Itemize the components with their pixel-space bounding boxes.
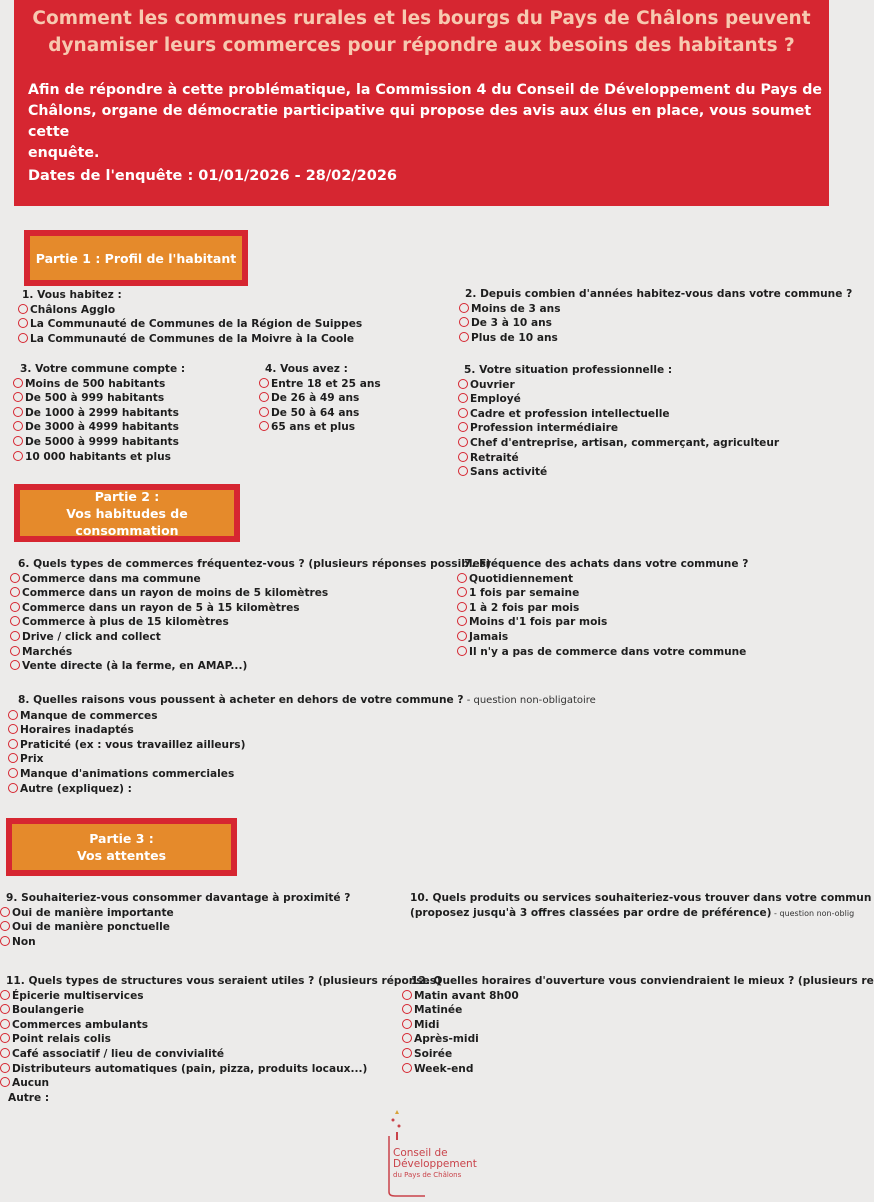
intro-line-2: Châlons, organe de démocratie participative qui propose des avis aux élus en place, vous soumet cette xyxy=(28,103,812,140)
question-11 xyxy=(0,974,441,1105)
survey-title xyxy=(14,5,829,59)
radio-icon[interactable] xyxy=(0,1033,10,1043)
q6-option[interactable] xyxy=(10,601,491,616)
q9-option-label: Non xyxy=(12,935,36,948)
q5-option-label: Retraité xyxy=(470,451,519,464)
q7-option-label: Quotidiennement xyxy=(469,572,574,585)
question-5-title: 5. Votre situation professionnelle : xyxy=(464,364,673,376)
question-1 xyxy=(18,288,362,346)
radio-icon[interactable] xyxy=(0,907,10,917)
radio-icon[interactable] xyxy=(259,407,269,417)
radio-icon[interactable] xyxy=(10,573,20,583)
q11-option-label: Épicerie multiservices xyxy=(12,989,144,1002)
question-10-note: - question non-oblig xyxy=(771,908,855,918)
radio-icon[interactable] xyxy=(402,990,412,1000)
question-4 xyxy=(259,362,381,435)
q3-option[interactable] xyxy=(13,406,185,421)
partie-3-label xyxy=(12,824,231,870)
q5-option-label: Cadre et profession intellectuelle xyxy=(470,407,670,420)
radio-icon[interactable] xyxy=(0,921,10,931)
radio-icon[interactable] xyxy=(458,379,468,389)
partie-1-label xyxy=(30,236,242,280)
partie-2-subtitle: Vos habitudes de consommation xyxy=(66,505,188,538)
q12-option-label: Matin avant 8h00 xyxy=(414,989,519,1002)
q12-option-label: Après-midi xyxy=(414,1033,479,1046)
q11-option-label: Distributeurs automatiques (pain, pizza, produits locaux...) xyxy=(12,1062,368,1075)
radio-icon[interactable] xyxy=(13,392,23,402)
q12-option[interactable] xyxy=(402,1062,829,1077)
q12-option-label: Soirée xyxy=(414,1047,453,1060)
q3-option[interactable] xyxy=(13,391,185,406)
q2-option-label: Moins de 3 ans xyxy=(471,302,561,315)
logo-line-3: du Pays de Châlons xyxy=(393,1171,462,1179)
radio-icon[interactable] xyxy=(458,408,468,418)
q5-option[interactable] xyxy=(458,378,779,393)
q7-option-label: 1 à 2 fois par mois xyxy=(469,601,580,614)
q11-other[interactable]: Autre : xyxy=(8,1091,50,1104)
partie-3-banner xyxy=(6,818,237,876)
q6-option[interactable] xyxy=(10,645,491,660)
q2-option[interactable] xyxy=(459,316,852,331)
q12-option-label: Matinée xyxy=(414,1004,463,1017)
q6-option[interactable] xyxy=(10,572,491,587)
q4-option-label: De 26 à 49 ans xyxy=(271,392,360,405)
question-8 xyxy=(8,693,596,796)
q5-option[interactable] xyxy=(458,465,779,480)
q7-option[interactable] xyxy=(457,630,748,645)
radio-icon[interactable] xyxy=(458,393,468,403)
q11-option-label: Aucun xyxy=(12,1077,50,1090)
q7-option[interactable] xyxy=(457,586,748,601)
q9-option-label: Oui de manière ponctuelle xyxy=(12,921,170,934)
q3-option-label: De 1000 à 2999 habitants xyxy=(25,406,179,419)
q11-option[interactable] xyxy=(0,1018,441,1033)
q12-option[interactable] xyxy=(402,989,829,1004)
survey-dates: Dates de l'enquête : 01/01/2026 - 28/02/2026 xyxy=(28,168,398,184)
partie-3-subtitle: Vos attentes xyxy=(76,848,167,863)
q11-option-label: Café associatif / lieu de convivialité xyxy=(12,1047,225,1060)
q5-option[interactable] xyxy=(458,407,779,422)
radio-icon[interactable] xyxy=(259,392,269,402)
q7-option-label: Il n'y a pas de commerce dans votre commune xyxy=(469,645,747,658)
question-6-title: 6. Quels types de commerces fréquentez-vous ? (plusieurs réponses possibles) xyxy=(18,558,491,570)
logo-text xyxy=(393,1148,477,1181)
radio-icon[interactable] xyxy=(10,616,20,626)
q1-option[interactable] xyxy=(18,332,362,347)
partie-1-title: Partie 1 : Profil de l'habitant xyxy=(35,250,237,266)
q8-option-label: Praticité (ex : vous travaillez ailleurs) xyxy=(20,738,246,751)
q5-option-label: Ouvrier xyxy=(470,378,515,391)
partie-3-title: Partie 3 : xyxy=(89,831,154,846)
q4-option-label: Entre 18 et 25 ans xyxy=(271,377,381,390)
q3-option[interactable] xyxy=(13,450,185,465)
q3-option-label: 10 000 habitants et plus xyxy=(25,450,171,463)
radio-icon[interactable] xyxy=(457,646,467,656)
radio-icon[interactable] xyxy=(457,587,467,597)
radio-icon[interactable] xyxy=(457,631,467,641)
q2-option-label: De 3 à 10 ans xyxy=(471,317,552,330)
radio-icon[interactable] xyxy=(459,303,469,313)
q1-option[interactable] xyxy=(18,317,362,332)
q6-option-label: Commerce dans ma commune xyxy=(22,572,201,585)
question-2-title: 2. Depuis combien d'années habitez-vous dans votre commune ? xyxy=(465,288,853,300)
q2-option[interactable] xyxy=(459,302,852,317)
q11-option-label: Boulangerie xyxy=(12,1004,85,1017)
q3-option-label: De 5000 à 9999 habitants xyxy=(25,435,179,448)
q6-option-label: Marchés xyxy=(22,645,73,658)
radio-icon[interactable] xyxy=(402,1063,412,1073)
question-11-title: 11. Quels types de structures vous seraient utiles ? (plusieurs réponses) xyxy=(6,975,441,987)
survey-header xyxy=(14,0,829,206)
q3-option-label: De 500 à 999 habitants xyxy=(25,392,165,405)
radio-icon[interactable] xyxy=(10,660,20,670)
q6-option-label: Commerce dans un rayon de moins de 5 kilomètres xyxy=(22,587,329,600)
q11-option[interactable] xyxy=(0,989,441,1004)
logo-line-1: Conseil de xyxy=(393,1147,448,1159)
radio-icon[interactable] xyxy=(10,602,20,612)
q8-option-label: Prix xyxy=(20,753,44,766)
q3-option[interactable] xyxy=(13,377,185,392)
radio-icon[interactable] xyxy=(402,1019,412,1029)
q7-option-label: Moins d'1 fois par mois xyxy=(469,616,608,629)
radio-icon[interactable] xyxy=(13,436,23,446)
q7-option[interactable] xyxy=(457,572,748,587)
q9-option-label: Oui de manière importante xyxy=(12,906,174,919)
q2-option-label: Plus de 10 ans xyxy=(471,331,558,344)
q3-option-label: Moins de 500 habitants xyxy=(25,377,166,390)
q3-option-label: De 3000 à 4999 habitants xyxy=(25,421,179,434)
question-12-title: 12. Quelles horaires d'ouverture vous conviendraient le mieux ? (plusieurs re xyxy=(411,975,874,987)
q4-option[interactable] xyxy=(259,406,381,421)
survey-intro xyxy=(28,80,828,164)
question-3 xyxy=(13,362,185,464)
q5-option-label: Employé xyxy=(470,393,521,406)
q11-option[interactable] xyxy=(0,1032,441,1047)
q1-option-label: La Communauté de Communes de la Moivre à la Coole xyxy=(30,332,355,345)
radio-icon[interactable] xyxy=(13,407,23,417)
question-3-title: 3. Votre commune compte : xyxy=(20,363,186,375)
intro-line-1: Afin de répondre à cette problématique, la Commission 4 du Conseil de Développement du Pays de xyxy=(28,82,823,98)
q11-option[interactable] xyxy=(0,1003,441,1018)
q9-option[interactable] xyxy=(0,935,350,950)
q1-option-label: Châlons Agglo xyxy=(30,303,116,316)
q2-option[interactable] xyxy=(459,331,852,346)
question-9-title: 9. Souhaiteriez-vous consommer davantage à proximité ? xyxy=(6,892,351,904)
radio-icon[interactable] xyxy=(10,631,20,641)
partie-1-banner xyxy=(24,230,248,286)
q5-option[interactable] xyxy=(458,451,779,466)
q11-option-label: Commerces ambulants xyxy=(12,1018,149,1031)
q5-option-label: Profession intermédiaire xyxy=(470,422,619,435)
question-9 xyxy=(0,891,350,949)
q5-option-label: Chef d'entreprise, artisan, commerçant, agriculteur xyxy=(470,436,780,449)
radio-icon[interactable] xyxy=(457,573,467,583)
q5-option-label: Sans activité xyxy=(470,466,548,479)
radio-icon[interactable] xyxy=(18,304,28,314)
q7-option-label: Jamais xyxy=(469,630,509,643)
logo-line-2: Développement xyxy=(393,1158,477,1170)
radio-icon[interactable] xyxy=(8,783,18,793)
radio-icon[interactable] xyxy=(0,990,10,1000)
q6-option-label: Vente directe (à la ferme, en AMAP...) xyxy=(22,660,248,673)
question-1-title: 1. Vous habitez : xyxy=(22,289,122,301)
radio-icon[interactable] xyxy=(259,378,269,388)
radio-icon[interactable] xyxy=(10,587,20,597)
radio-icon[interactable] xyxy=(402,1048,412,1058)
question-2 xyxy=(459,287,852,345)
title-line-1: Comment les communes rurales et les bourgs du Pays de Châlons peuvent xyxy=(32,8,811,29)
q1-option-label: La Communauté de Communes de la Région de Suippes xyxy=(30,318,363,331)
q1-option[interactable] xyxy=(18,303,362,318)
conseil-logo xyxy=(385,1108,495,1198)
radio-icon[interactable] xyxy=(8,768,18,778)
radio-icon[interactable] xyxy=(8,710,18,720)
q6-option-label: Commerce dans un rayon de 5 à 15 kilomètres xyxy=(22,601,300,614)
radio-icon[interactable] xyxy=(259,421,269,431)
partie-2-title: Partie 2 : xyxy=(94,488,160,504)
q11-option[interactable] xyxy=(0,1062,441,1077)
q6-option[interactable] xyxy=(10,659,491,674)
radio-icon[interactable] xyxy=(458,466,468,476)
radio-icon[interactable] xyxy=(402,1033,412,1043)
question-12 xyxy=(402,974,874,1076)
q8-option-label: Horaires inadaptés xyxy=(20,724,134,737)
partie-2-label xyxy=(20,490,234,536)
q8-option-label: Manque d'animations commerciales xyxy=(20,767,235,780)
q4-option-label: 65 ans et plus xyxy=(271,421,356,434)
radio-icon[interactable] xyxy=(8,739,18,749)
q8-option[interactable] xyxy=(8,767,596,782)
question-8-note: - question non-obligatoire xyxy=(463,695,596,706)
q11-option-label: Point relais colis xyxy=(12,1033,111,1046)
q12-option[interactable] xyxy=(402,1047,829,1062)
q12-option[interactable] xyxy=(402,1018,829,1033)
q4-option[interactable] xyxy=(259,377,381,392)
q8-option[interactable] xyxy=(8,752,596,767)
q6-option[interactable] xyxy=(10,630,491,645)
question-10 xyxy=(410,891,872,921)
radio-icon[interactable] xyxy=(0,1004,10,1014)
partie-2-banner xyxy=(14,484,240,542)
q7-option[interactable] xyxy=(457,601,748,616)
q12-option-label: Midi xyxy=(414,1018,440,1031)
radio-icon[interactable] xyxy=(18,318,28,328)
radio-icon[interactable] xyxy=(458,437,468,447)
q9-option[interactable] xyxy=(0,920,350,935)
q12-option[interactable] xyxy=(402,1032,829,1047)
radio-icon[interactable] xyxy=(8,753,18,763)
radio-icon[interactable] xyxy=(0,1019,10,1029)
question-7 xyxy=(457,557,748,659)
radio-icon[interactable] xyxy=(0,1063,10,1073)
radio-icon[interactable] xyxy=(459,332,469,342)
q4-option[interactable] xyxy=(259,420,381,435)
q4-option-label: De 50 à 64 ans xyxy=(271,406,360,419)
q6-option[interactable] xyxy=(10,615,491,630)
radio-icon[interactable] xyxy=(459,317,469,327)
q6-option[interactable] xyxy=(10,586,491,601)
q5-option[interactable] xyxy=(458,392,779,407)
title-line-2: dynamiser leurs commerces pour répondre aux besoins des habitants ? xyxy=(48,35,795,56)
q5-option[interactable] xyxy=(458,436,779,451)
radio-icon[interactable] xyxy=(457,616,467,626)
q7-option-label: 1 fois par semaine xyxy=(469,587,580,600)
q8-option[interactable] xyxy=(8,782,596,797)
q6-option-label: Drive / click and collect xyxy=(22,630,161,643)
question-7-title: 7. Fréquence des achats dans votre commune ? xyxy=(464,558,749,570)
q8-option-label: Manque de commerces xyxy=(20,709,158,722)
question-6 xyxy=(10,557,491,674)
radio-icon[interactable] xyxy=(18,333,28,343)
q3-option[interactable] xyxy=(13,420,185,435)
q7-option[interactable] xyxy=(457,615,748,630)
intro-line-3: enquête. xyxy=(28,145,100,161)
radio-icon[interactable] xyxy=(458,422,468,432)
q8-option[interactable] xyxy=(8,709,596,724)
radio-icon[interactable] xyxy=(13,378,23,388)
q3-option[interactable] xyxy=(13,435,185,450)
radio-icon[interactable] xyxy=(458,452,468,462)
q6-option-label: Commerce à plus de 15 kilomètres xyxy=(22,616,229,629)
question-10-subtitle-text: (proposez jusqu'à 3 offres classées par ordre de préférence) xyxy=(410,906,772,919)
radio-icon[interactable] xyxy=(0,1077,10,1087)
question-4-title: 4. Vous avez : xyxy=(265,363,348,375)
radio-icon[interactable] xyxy=(0,936,10,946)
radio-icon[interactable] xyxy=(10,646,20,656)
q12-option[interactable] xyxy=(402,1003,829,1018)
q4-option[interactable] xyxy=(259,391,381,406)
radio-icon[interactable] xyxy=(457,602,467,612)
q11-option[interactable] xyxy=(0,1047,441,1062)
radio-icon[interactable] xyxy=(402,1004,412,1014)
q8-option[interactable] xyxy=(8,738,596,753)
question-5 xyxy=(458,363,779,480)
q7-option[interactable] xyxy=(457,645,748,660)
q11-option[interactable] xyxy=(0,1076,441,1091)
q8-option[interactable] xyxy=(8,723,596,738)
radio-icon[interactable] xyxy=(8,724,18,734)
q9-option[interactable] xyxy=(0,906,350,921)
question-10-title: 10. Quels produits ou services souhaiteriez-vous trouver dans votre commun xyxy=(410,892,872,904)
q12-option-label: Week-end xyxy=(414,1062,474,1075)
q8-option-label: Autre (expliquez) : xyxy=(20,782,132,795)
q5-option[interactable] xyxy=(458,421,779,436)
question-8-title-text: 8. Quelles raisons vous poussent à acheter en dehors de votre commune ? xyxy=(18,694,464,706)
question-8-title xyxy=(18,693,596,709)
radio-icon[interactable] xyxy=(13,451,23,461)
question-10-subtitle xyxy=(410,906,855,922)
radio-icon[interactable] xyxy=(0,1048,10,1058)
radio-icon[interactable] xyxy=(13,421,23,431)
